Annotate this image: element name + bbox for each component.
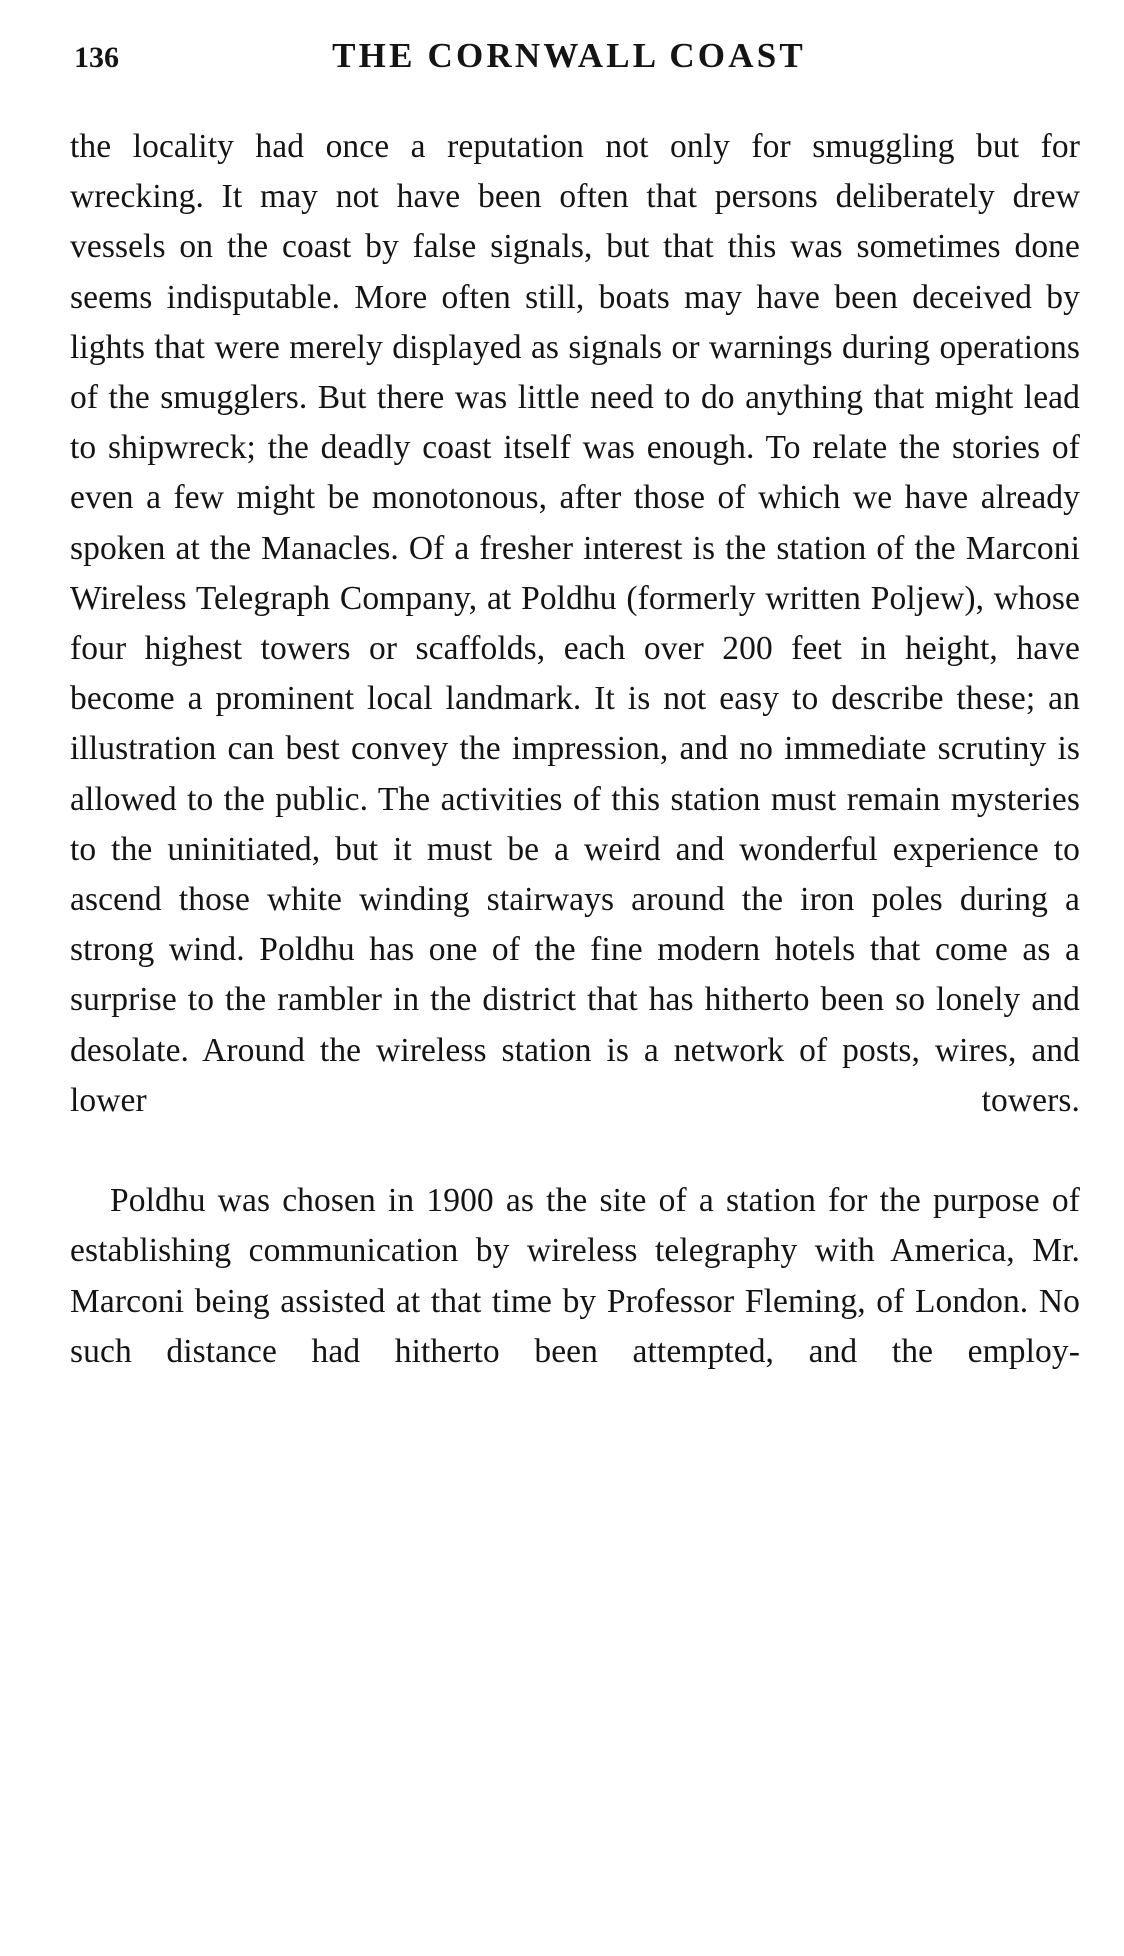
running-head	[74, 38, 1050, 100]
paragraph-1: the locality had once a reputation not only for smuggling but for wrecking. It may not have been often that persons deliberately drew vessels on the coast by false signals, but that this was sometimes done seems indisputable. More often still, boats may have been deceived by lights that were merely displayed as signals or warnings during operations of the smugglers. But there was little need to do anything that might lead to shipwreck; the deadly coast itself was enough. To relate the stories of even a few might be monotonous, after those of which we have already spoken at the Manacles. Of a fresher interest is the station of the Marconi Wireless Telegraph Company, at Poldhu (formerly written Poljew), whose four highest towers or scaffolds, each over 200 feet in height, have become a prominent local landmark. It is not easy to describe these; an illustration can best convey the impression, and no immediate scrutiny is allowed to the public. The activities of this station must remain mysteries to the uninitiated, but it must be a weird and wonderful experience to ascend those white winding stairways around the iron poles during a strong wind. Poldhu has one of the fine modern hotels that come as a surprise to the rambler in the district that has hitherto been so lonely and desolate. Around the wireless station is a network of posts, wires, and lower towers.	[70, 128, 1080, 1119]
paragraph-2: Poldhu was chosen in 1900 as the site of a station for the purpose of establishing communication by wireless telegraphy with America, Mr. Marconi being assisted at that time by Professor Fleming, of London. No such distance had hitherto been attempted, and the employ-	[70, 1182, 1080, 1370]
page-title: THE CORNWALL COAST	[332, 36, 806, 75]
page-number: 136	[74, 41, 119, 74]
body-text	[70, 122, 1080, 1427]
